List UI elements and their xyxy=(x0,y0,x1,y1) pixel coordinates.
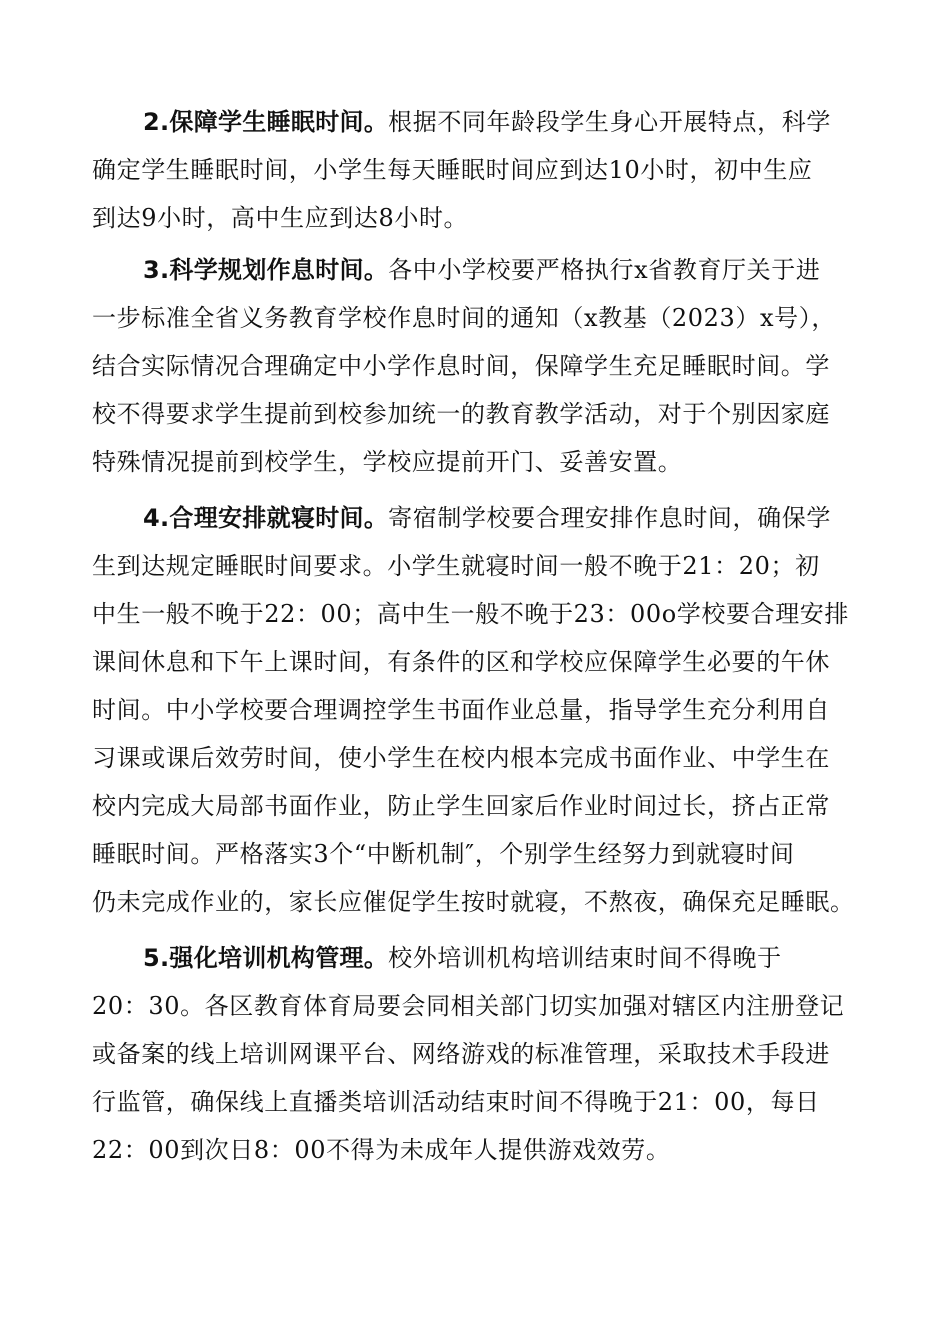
paragraph-line: 20：30。各区教育体育局要会同相关部门切实加强对辖区内注册登记 xyxy=(92,992,845,1020)
paragraph-line: 课间休息和下午上课时间，有条件的区和学校应保障学生必要的午休 xyxy=(92,648,830,676)
section-heading: 5.强化培训机构管理。 xyxy=(143,944,389,972)
paragraph-line: 行监管，确保线上直播类培训活动结束时间不得晚于21：00，每日 xyxy=(92,1088,820,1116)
paragraph-line: 22：00到次日8：00不得为未成年人提供游戏效劳。 xyxy=(92,1136,671,1164)
paragraph-line: 习课或课后效劳时间，使小学生在校内根本完成书面作业、中学生在 xyxy=(92,744,830,772)
paragraph-line: 一步标准全省义务教育学校作息时间的通知（x教基（2023）x号）， xyxy=(92,304,836,332)
paragraph-5-first-line xyxy=(143,943,782,973)
paragraph-text: 根据不同年龄段学生身心开展特点，科学 xyxy=(388,108,831,136)
paragraph-line: 结合实际情况合理确定中小学作息时间，保障学生充足睡眠时间。学 xyxy=(92,352,830,380)
paragraph-line: 时间。中小学校要合理调控学生书面作业总量，指导学生充分利用自 xyxy=(92,696,830,724)
paragraph-4-first-line xyxy=(143,503,831,533)
section-heading: 4.合理安排就寝时间。 xyxy=(143,504,389,532)
paragraph-line: 到达9小时，高中生应到达8小时。 xyxy=(92,204,469,232)
paragraph-line: 中生一般不晚于22：00；高中生一般不晚于23：00o学校要合理安排 xyxy=(92,600,850,628)
paragraph-line: 或备案的线上培训网课平台、网络游戏的标准管理，采取技术手段进 xyxy=(92,1040,830,1068)
paragraph-line: 确定学生睡眠时间，小学生每天睡眠时间应到达10小时，初中生应 xyxy=(92,156,813,184)
paragraph-line: 生到达规定睡眠时间要求。小学生就寝时间一般不晚于21：20；初 xyxy=(92,552,820,580)
paragraph-line: 校内完成大局部书面作业，防止学生回家后作业时间过长，挤占正常 xyxy=(92,792,830,820)
paragraph-line: 睡眠时间。严格落实3个“中断机制″，个别学生经努力到就寝时间 xyxy=(92,840,795,868)
paragraph-line: 特殊情况提前到校学生，学校应提前开门、妥善安置。 xyxy=(92,448,683,476)
paragraph-3-first-line xyxy=(143,255,820,285)
paragraph-text: 各中小学校要严格执行x省教育厅关于进 xyxy=(388,256,821,284)
paragraph-line: 仍未完成作业的，家长应催促学生按时就寝，不熬夜，确保充足睡眠。 xyxy=(92,888,855,916)
section-heading: 2.保障学生睡眠时间。 xyxy=(143,108,389,136)
section-heading: 3.科学规划作息时间。 xyxy=(143,256,389,284)
paragraph-2-first-line xyxy=(143,107,831,137)
paragraph-text: 寄宿制学校要合理安排作息时间，确保学 xyxy=(388,504,831,532)
paragraph-text: 校外培训机构培训结束时间不得晚于 xyxy=(388,944,782,972)
paragraph-line: 校不得要求学生提前到校参加统一的教育教学活动，对于个别因家庭 xyxy=(92,400,830,428)
